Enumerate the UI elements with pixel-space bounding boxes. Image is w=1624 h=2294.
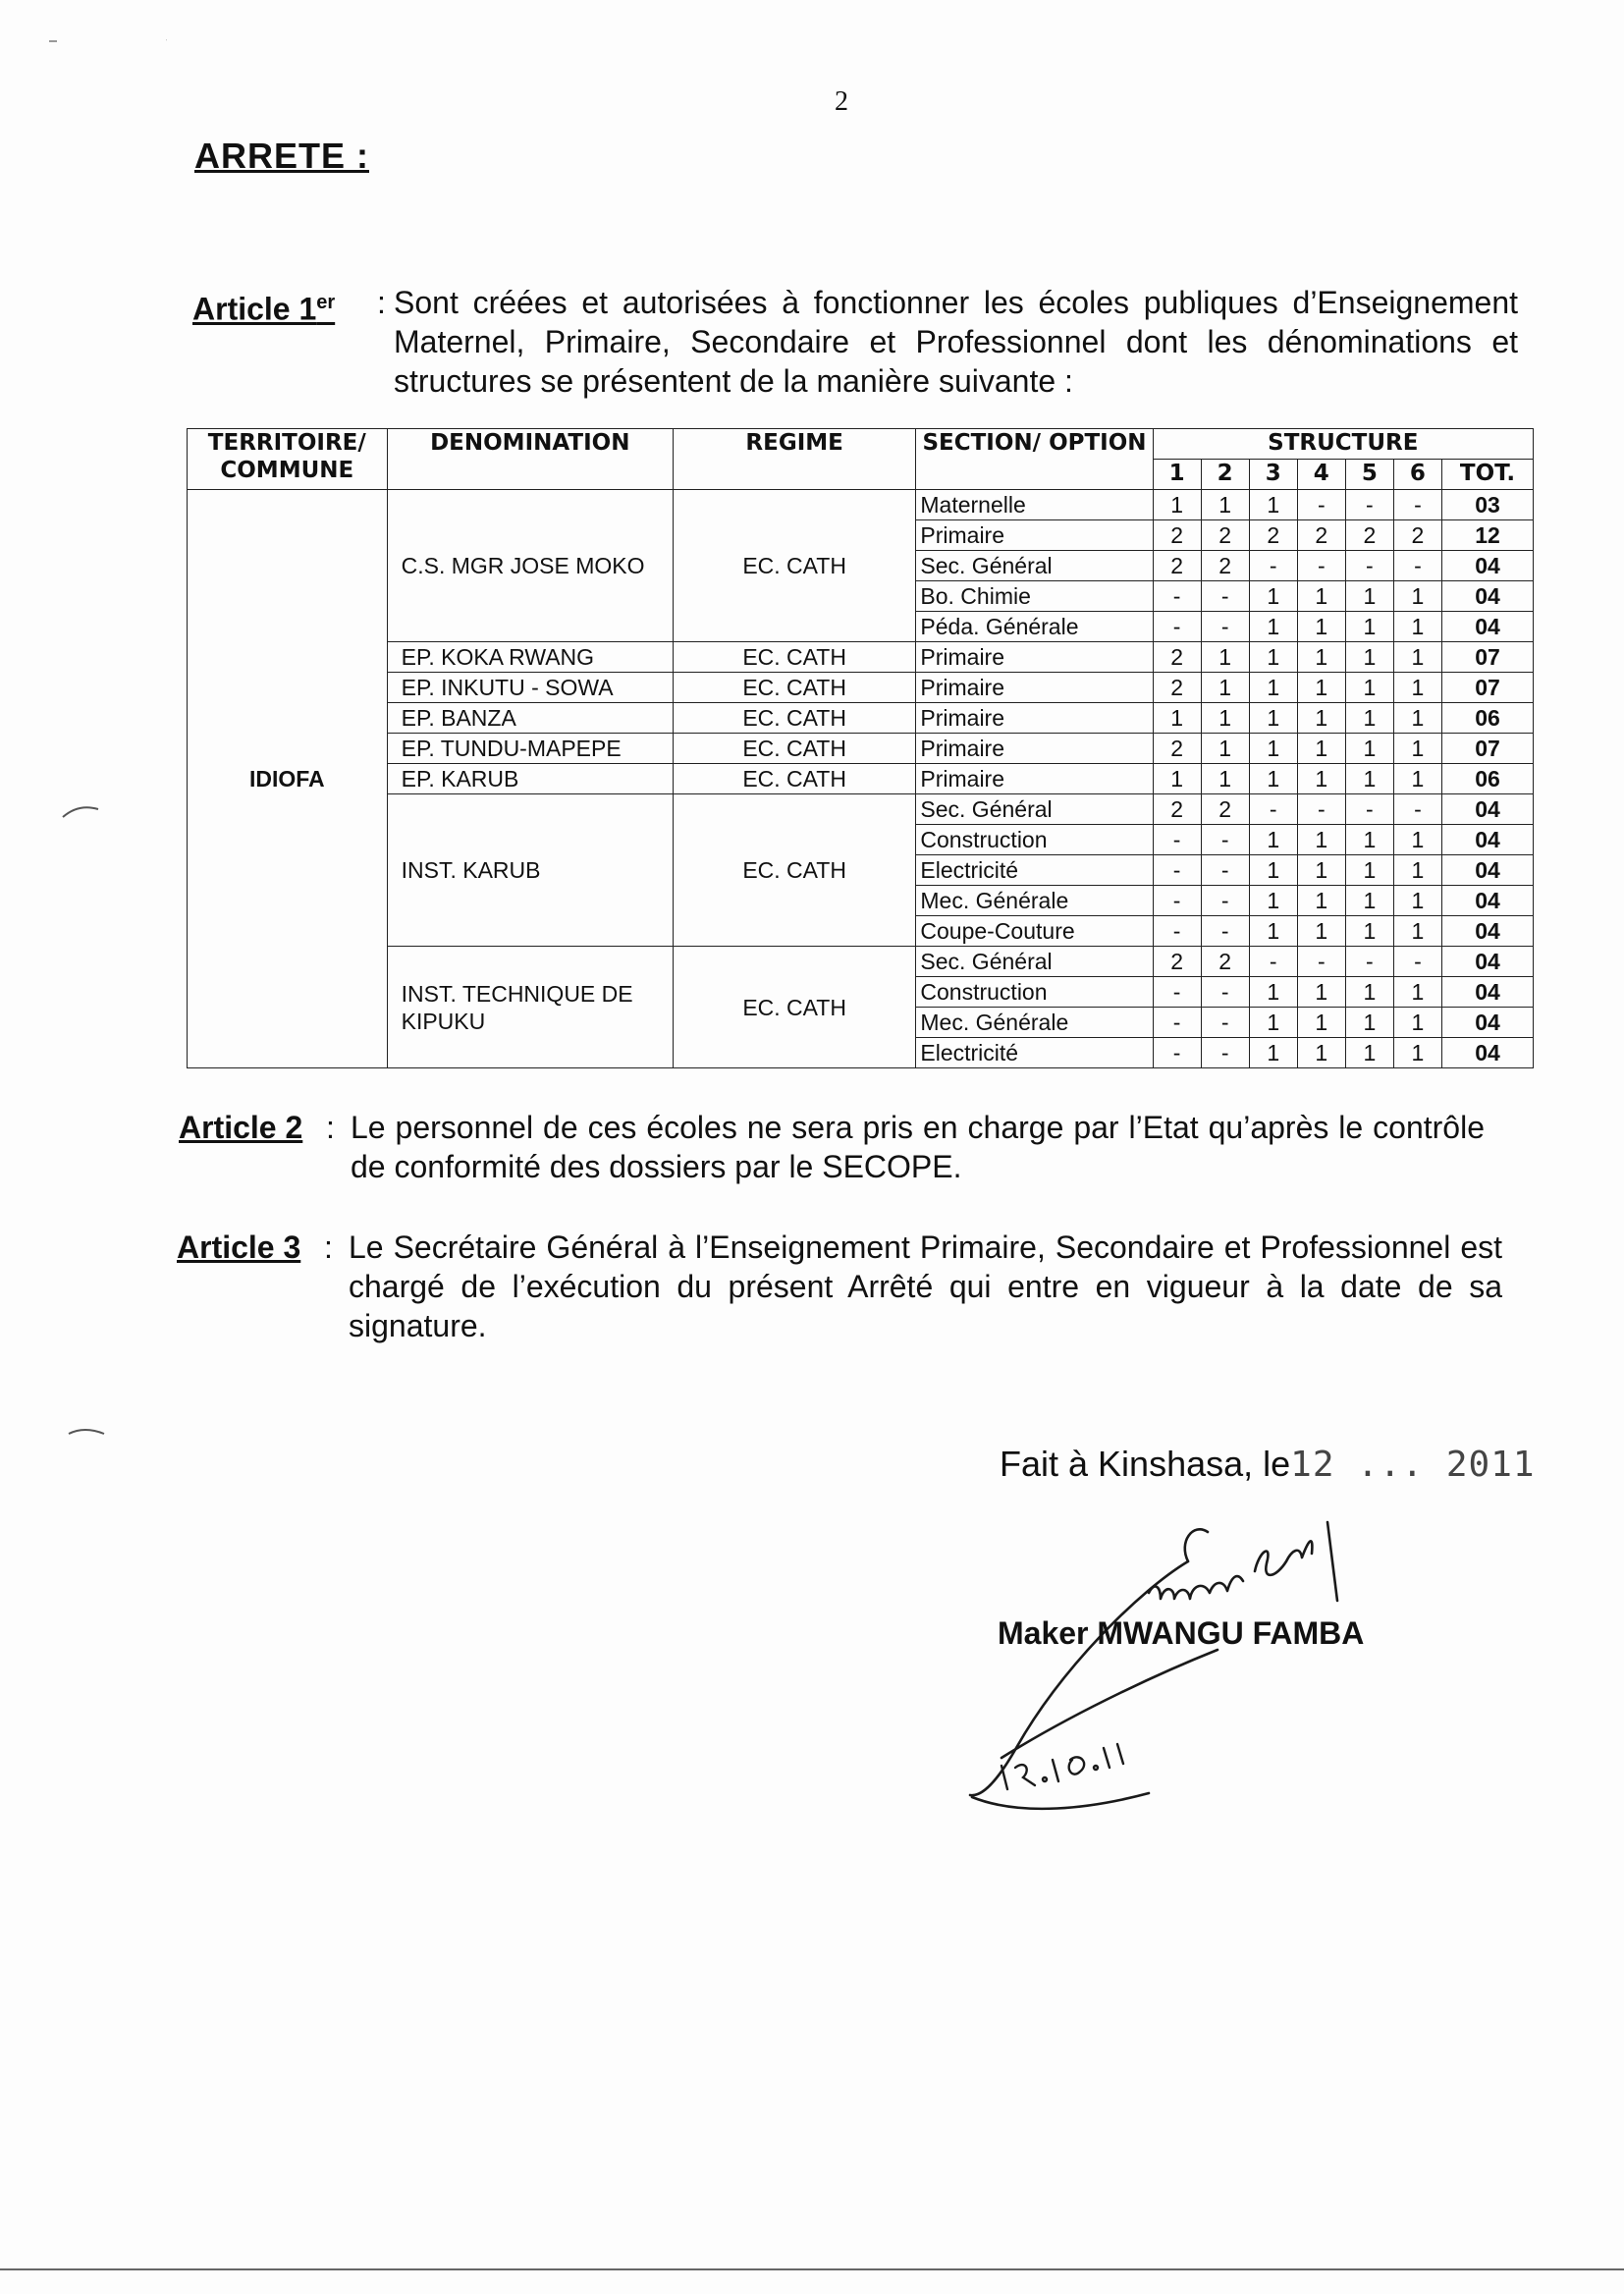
territoire-cell: IDIOFA xyxy=(188,490,388,1068)
regime-cell: EC. CATH xyxy=(673,642,915,673)
total-cell: 04 xyxy=(1441,1038,1533,1068)
table-row xyxy=(188,734,1534,764)
level-6-cell: 1 xyxy=(1393,916,1441,947)
total-cell: 04 xyxy=(1441,947,1533,977)
scan-mark-left-1 xyxy=(59,795,108,825)
section-cell: Maternelle xyxy=(916,490,1153,520)
denomination-cell: C.S. MGR JOSE MOKO xyxy=(387,490,673,642)
level-2-cell: - xyxy=(1201,855,1249,886)
total-cell: 04 xyxy=(1441,855,1533,886)
regime-cell: EC. CATH xyxy=(673,947,915,1068)
total-cell: 04 xyxy=(1441,612,1533,642)
article-1-text: Sont créées et autorisées à fonctionner les écoles publiques d’Enseignement Maternel, Primaire, Secondaire et Professionnel dont les dénominations et structures se présentent de la manière suivante : xyxy=(394,285,1518,399)
level-1-cell: 2 xyxy=(1153,642,1201,673)
level-3-cell: 1 xyxy=(1249,612,1297,642)
header-level-3: 3 xyxy=(1249,460,1297,490)
level-2-cell: 1 xyxy=(1201,703,1249,734)
table-row xyxy=(188,794,1534,825)
total-cell: 12 xyxy=(1441,520,1533,551)
level-3-cell: 1 xyxy=(1249,490,1297,520)
level-2-cell: 1 xyxy=(1201,764,1249,794)
section-cell: Primaire xyxy=(916,642,1153,673)
section-cell: Construction xyxy=(916,825,1153,855)
regime-cell: EC. CATH xyxy=(673,734,915,764)
header-regime: REGIME xyxy=(673,429,915,490)
scan-speck xyxy=(39,20,167,59)
total-cell: 04 xyxy=(1441,825,1533,855)
level-4-cell: - xyxy=(1297,490,1345,520)
level-4-cell: 1 xyxy=(1297,612,1345,642)
level-4-cell: 1 xyxy=(1297,703,1345,734)
table-body xyxy=(188,490,1534,1068)
level-3-cell: - xyxy=(1249,947,1297,977)
level-2-cell: 1 xyxy=(1201,673,1249,703)
level-1-cell: 2 xyxy=(1153,520,1201,551)
level-2-cell: 2 xyxy=(1201,947,1249,977)
level-4-cell: 1 xyxy=(1297,1008,1345,1038)
level-3-cell: 1 xyxy=(1249,764,1297,794)
level-3-cell: 1 xyxy=(1249,581,1297,612)
level-2-cell: - xyxy=(1201,825,1249,855)
level-2-cell: - xyxy=(1201,1038,1249,1068)
level-6-cell: 1 xyxy=(1393,825,1441,855)
level-2-cell: - xyxy=(1201,886,1249,916)
level-4-cell: 1 xyxy=(1297,977,1345,1008)
denomination-cell: EP. INKUTU - SOWA xyxy=(387,673,673,703)
table-row xyxy=(188,673,1534,703)
total-cell: 04 xyxy=(1441,886,1533,916)
level-2-cell: 2 xyxy=(1201,794,1249,825)
level-5-cell: 1 xyxy=(1345,642,1393,673)
level-5-cell: 1 xyxy=(1345,1038,1393,1068)
bottom-scan-line xyxy=(0,2268,1624,2270)
date-stamp: 12 ... 2011 xyxy=(1290,1445,1536,1485)
school-structure-table xyxy=(187,428,1534,1068)
level-3-cell: 1 xyxy=(1249,1008,1297,1038)
section-cell: Primaire xyxy=(916,703,1153,734)
header-total: TOT. xyxy=(1441,460,1533,490)
level-5-cell: - xyxy=(1345,794,1393,825)
level-1-cell: - xyxy=(1153,977,1201,1008)
level-4-cell: 1 xyxy=(1297,1038,1345,1068)
level-5-cell: 1 xyxy=(1345,1008,1393,1038)
level-6-cell: 1 xyxy=(1393,612,1441,642)
total-cell: 04 xyxy=(1441,794,1533,825)
place-and-date xyxy=(1000,1444,1536,1485)
level-6-cell: 1 xyxy=(1393,764,1441,794)
denomination-cell: EP. KARUB xyxy=(387,764,673,794)
level-3-cell: 1 xyxy=(1249,977,1297,1008)
level-6-cell: - xyxy=(1393,551,1441,581)
header-level-1: 1 xyxy=(1153,460,1201,490)
article-3-colon: : xyxy=(324,1229,333,1265)
regime-cell: EC. CATH xyxy=(673,764,915,794)
level-6-cell: 1 xyxy=(1393,977,1441,1008)
regime-cell: EC. CATH xyxy=(673,703,915,734)
level-2-cell: - xyxy=(1201,1008,1249,1038)
signatory-name: Maker MWANGU FAMBA xyxy=(998,1615,1365,1651)
table-row xyxy=(188,490,1534,520)
level-2-cell: - xyxy=(1201,916,1249,947)
section-cell: Electricité xyxy=(916,855,1153,886)
total-cell: 04 xyxy=(1441,581,1533,612)
section-cell: Sec. Général xyxy=(916,947,1153,977)
header-level-2: 2 xyxy=(1201,460,1249,490)
denomination-cell: INST. KARUB xyxy=(387,794,673,947)
level-4-cell: 1 xyxy=(1297,642,1345,673)
level-4-cell: 1 xyxy=(1297,581,1345,612)
header-section: SECTION/ OPTION xyxy=(916,429,1153,490)
level-2-cell: 1 xyxy=(1201,734,1249,764)
denomination-cell: EP. KOKA RWANG xyxy=(387,642,673,673)
section-cell: Mec. Générale xyxy=(916,886,1153,916)
level-6-cell: - xyxy=(1393,490,1441,520)
denomination-cell: EP. BANZA xyxy=(387,703,673,734)
table-row xyxy=(188,764,1534,794)
level-5-cell: 1 xyxy=(1345,673,1393,703)
level-1-cell: 2 xyxy=(1153,673,1201,703)
header-denomination: DENOMINATION xyxy=(387,429,673,490)
section-cell: Primaire xyxy=(916,520,1153,551)
level-5-cell: 1 xyxy=(1345,581,1393,612)
level-4-cell: 1 xyxy=(1297,855,1345,886)
level-2-cell: 1 xyxy=(1201,642,1249,673)
total-cell: 03 xyxy=(1441,490,1533,520)
level-2-cell: - xyxy=(1201,977,1249,1008)
level-6-cell: 1 xyxy=(1393,734,1441,764)
article-1-label: Article 1er xyxy=(192,291,336,327)
level-4-cell: 1 xyxy=(1297,734,1345,764)
level-1-cell: - xyxy=(1153,825,1201,855)
level-1-cell: 1 xyxy=(1153,764,1201,794)
table-row xyxy=(188,642,1534,673)
denomination-cell: INST. TECHNIQUE DE KIPUKU xyxy=(387,947,673,1068)
section-cell: Primaire xyxy=(916,764,1153,794)
level-5-cell: - xyxy=(1345,947,1393,977)
total-cell: 04 xyxy=(1441,916,1533,947)
article-2-label: Article 2 xyxy=(179,1110,303,1145)
level-4-cell: 1 xyxy=(1297,916,1345,947)
level-3-cell: - xyxy=(1249,551,1297,581)
level-1-cell: 2 xyxy=(1153,794,1201,825)
handwritten-signature xyxy=(943,1502,1414,1836)
total-cell: 04 xyxy=(1441,977,1533,1008)
article-1-colon: : xyxy=(377,285,386,320)
level-1-cell: 1 xyxy=(1153,703,1201,734)
header-structure: STRUCTURE xyxy=(1153,429,1533,460)
level-1-cell: 2 xyxy=(1153,734,1201,764)
level-6-cell: 1 xyxy=(1393,673,1441,703)
total-cell: 06 xyxy=(1441,764,1533,794)
level-3-cell: 1 xyxy=(1249,642,1297,673)
level-4-cell: 1 xyxy=(1297,673,1345,703)
section-cell: Coupe-Couture xyxy=(916,916,1153,947)
level-1-cell: - xyxy=(1153,612,1201,642)
level-5-cell: 1 xyxy=(1345,886,1393,916)
level-6-cell: 1 xyxy=(1393,642,1441,673)
level-1-cell: 1 xyxy=(1153,490,1201,520)
level-1-cell: - xyxy=(1153,581,1201,612)
regime-cell: EC. CATH xyxy=(673,490,915,642)
section-cell: Mec. Générale xyxy=(916,1008,1153,1038)
level-6-cell: 1 xyxy=(1393,1038,1441,1068)
level-6-cell: 1 xyxy=(1393,855,1441,886)
article-2-text: Le personnel de ces écoles ne sera pris en charge par l’Etat qu’après le contrôle de conformité des dossiers par le SECOPE. xyxy=(351,1110,1485,1184)
header-territoire: TERRITOIRE/ COMMUNE xyxy=(188,429,388,490)
total-cell: 04 xyxy=(1441,551,1533,581)
level-5-cell: 1 xyxy=(1345,916,1393,947)
level-5-cell: 1 xyxy=(1345,764,1393,794)
section-cell: Sec. Général xyxy=(916,551,1153,581)
denomination-cell: EP. TUNDU-MAPEPE xyxy=(387,734,673,764)
level-3-cell: 2 xyxy=(1249,520,1297,551)
level-1-cell: 2 xyxy=(1153,551,1201,581)
level-3-cell: 1 xyxy=(1249,734,1297,764)
level-1-cell: - xyxy=(1153,886,1201,916)
level-3-cell: 1 xyxy=(1249,673,1297,703)
level-5-cell: - xyxy=(1345,551,1393,581)
level-3-cell: - xyxy=(1249,794,1297,825)
article-2-colon: : xyxy=(326,1110,335,1145)
level-1-cell: - xyxy=(1153,1008,1201,1038)
level-3-cell: 1 xyxy=(1249,886,1297,916)
section-cell: Electricité xyxy=(916,1038,1153,1068)
article-2 xyxy=(179,1108,1534,1206)
level-2-cell: 2 xyxy=(1201,551,1249,581)
level-4-cell: 1 xyxy=(1297,825,1345,855)
level-1-cell: - xyxy=(1153,916,1201,947)
level-5-cell: 1 xyxy=(1345,703,1393,734)
level-6-cell: - xyxy=(1393,794,1441,825)
level-5-cell: 1 xyxy=(1345,855,1393,886)
section-cell: Péda. Générale xyxy=(916,612,1153,642)
regime-cell: EC. CATH xyxy=(673,673,915,703)
level-3-cell: 1 xyxy=(1249,1038,1297,1068)
level-6-cell: 2 xyxy=(1393,520,1441,551)
section-cell: Primaire xyxy=(916,734,1153,764)
article-3 xyxy=(177,1228,1532,1365)
level-3-cell: 1 xyxy=(1249,855,1297,886)
total-cell: 07 xyxy=(1441,673,1533,703)
total-cell: 06 xyxy=(1441,703,1533,734)
total-cell: 07 xyxy=(1441,734,1533,764)
level-4-cell: 1 xyxy=(1297,764,1345,794)
article-3-label: Article 3 xyxy=(177,1229,301,1265)
level-3-cell: 1 xyxy=(1249,916,1297,947)
regime-cell: EC. CATH xyxy=(673,794,915,947)
level-2-cell: 1 xyxy=(1201,490,1249,520)
section-cell: Primaire xyxy=(916,673,1153,703)
level-6-cell: 1 xyxy=(1393,1008,1441,1038)
page-number: 2 xyxy=(835,86,848,117)
header-level-5: 5 xyxy=(1345,460,1393,490)
level-6-cell: 1 xyxy=(1393,703,1441,734)
section-cell: Bo. Chimie xyxy=(916,581,1153,612)
level-3-cell: 1 xyxy=(1249,703,1297,734)
level-6-cell: - xyxy=(1393,947,1441,977)
level-4-cell: - xyxy=(1297,794,1345,825)
level-2-cell: - xyxy=(1201,612,1249,642)
level-1-cell: 2 xyxy=(1153,947,1201,977)
level-2-cell: 2 xyxy=(1201,520,1249,551)
article-1 xyxy=(192,283,1528,420)
level-5-cell: 1 xyxy=(1345,825,1393,855)
level-1-cell: - xyxy=(1153,855,1201,886)
level-5-cell: 1 xyxy=(1345,612,1393,642)
place-text: Fait à Kinshasa, le xyxy=(1000,1444,1291,1484)
level-5-cell: 1 xyxy=(1345,977,1393,1008)
level-5-cell: - xyxy=(1345,490,1393,520)
table-row xyxy=(188,703,1534,734)
level-6-cell: 1 xyxy=(1393,886,1441,916)
level-4-cell: - xyxy=(1297,947,1345,977)
section-cell: Sec. Général xyxy=(916,794,1153,825)
level-4-cell: - xyxy=(1297,551,1345,581)
decree-heading: ARRETE : xyxy=(194,136,369,176)
section-cell: Construction xyxy=(916,977,1153,1008)
table-row xyxy=(188,947,1534,977)
level-1-cell: - xyxy=(1153,1038,1201,1068)
article-3-text: Le Secrétaire Général à l’Enseignement Primaire, Secondaire et Professionnel est chargé de l’exécution du présent Arrêté qui entre en vigueur à la date de sa signature. xyxy=(349,1229,1502,1343)
level-3-cell: 1 xyxy=(1249,825,1297,855)
level-2-cell: - xyxy=(1201,581,1249,612)
level-4-cell: 2 xyxy=(1297,520,1345,551)
total-cell: 04 xyxy=(1441,1008,1533,1038)
level-5-cell: 1 xyxy=(1345,734,1393,764)
total-cell: 07 xyxy=(1441,642,1533,673)
level-5-cell: 2 xyxy=(1345,520,1393,551)
scan-mark-left-2 xyxy=(65,1424,114,1444)
header-level-6: 6 xyxy=(1393,460,1441,490)
level-4-cell: 1 xyxy=(1297,886,1345,916)
header-level-4: 4 xyxy=(1297,460,1345,490)
level-6-cell: 1 xyxy=(1393,581,1441,612)
